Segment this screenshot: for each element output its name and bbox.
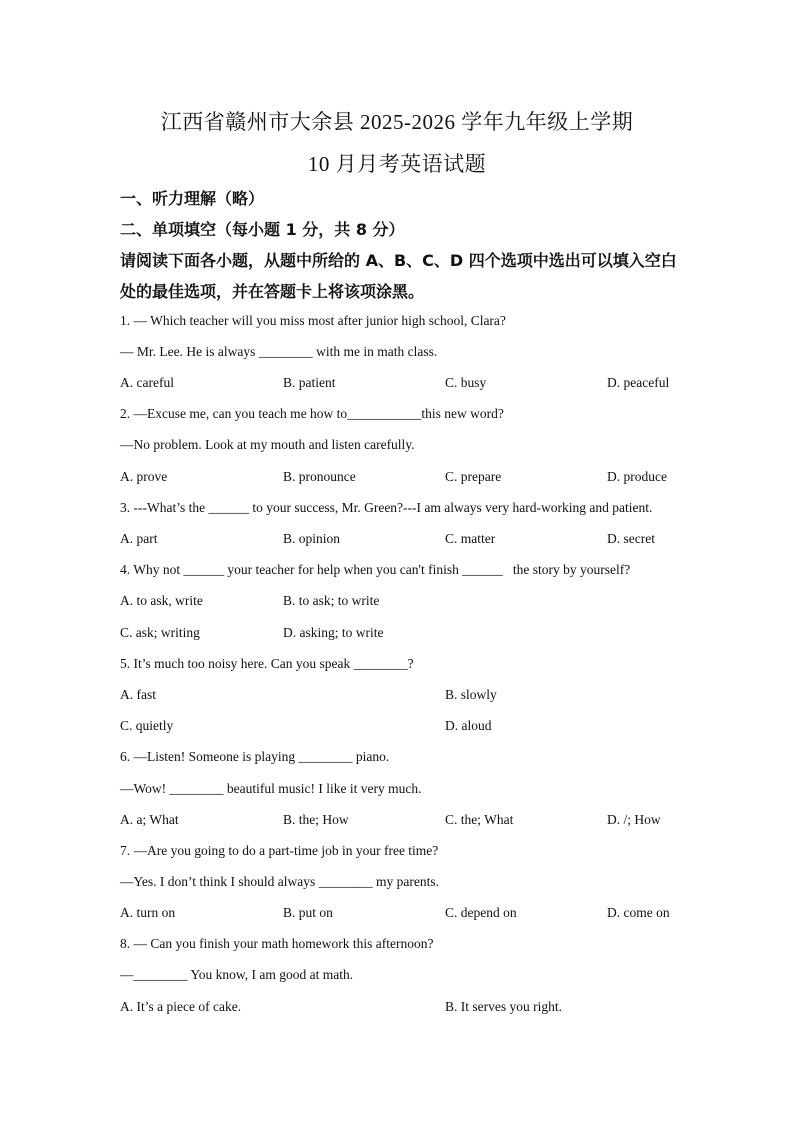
question-7-option-d: D. come on bbox=[607, 905, 670, 920]
section-single-choice-heading: 二、单项填空（每小题 1 分，共 8 分） bbox=[120, 220, 405, 239]
question-2-option-b: B. pronounce bbox=[283, 469, 356, 484]
question-2-option-c: C. prepare bbox=[445, 469, 502, 484]
question-6-option-d: D. /; How bbox=[607, 812, 661, 827]
question-1-reply: — Mr. Lee. He is always ________ with me in math class. bbox=[120, 344, 438, 359]
question-2-option-d: D. produce bbox=[607, 469, 667, 484]
question-3-stem: 3. ---What’s the ______ to your success, Mr. Green?---I am always very hard-working and patient. bbox=[120, 500, 653, 515]
question-2-stem: 2. —Excuse me, can you teach me how to___________this new word? bbox=[120, 406, 504, 421]
question-7-option-a: A. turn on bbox=[120, 905, 176, 920]
question-8-stem: 8. — Can you finish your math homework this afternoon? bbox=[120, 936, 434, 951]
question-3-option-a: A. part bbox=[120, 531, 158, 546]
question-3-option-d: D. secret bbox=[607, 531, 655, 546]
question-5-option-a: A. fast bbox=[120, 687, 156, 702]
question-4-option-a: A. to ask, write bbox=[120, 593, 203, 608]
question-5-option-d: D. aloud bbox=[445, 718, 492, 733]
instruction-line1: 请阅读下面各小题，从题中所给的 A、B、C、D 四个选项中选出可以填入空白 bbox=[120, 251, 677, 270]
question-1-option-d: D. peaceful bbox=[607, 375, 670, 390]
question-1-option-c: C. busy bbox=[445, 375, 487, 390]
question-6-option-c: C. the; What bbox=[445, 812, 514, 827]
question-5-option-c: C. quietly bbox=[120, 718, 174, 733]
exam-title-line2: 10 月月考英语试题 bbox=[307, 152, 487, 176]
question-7-option-c: C. depend on bbox=[445, 905, 517, 920]
question-4-option-c: C. ask; writing bbox=[120, 625, 200, 640]
exam-title-line1: 江西省赣州市大余县 2025-2026 学年九年级上学期 bbox=[160, 110, 634, 134]
question-4-stem: 4. Why not ______ your teacher for help when you can't finish ______ the story by yourself? bbox=[120, 562, 631, 577]
question-6-option-b: B. the; How bbox=[283, 812, 349, 827]
question-2-option-a: A. prove bbox=[120, 469, 168, 484]
section-listening-heading: 一、听力理解（略） bbox=[120, 189, 265, 208]
question-6-stem: 6. —Listen! Someone is playing ________ piano. bbox=[120, 749, 390, 764]
question-6-option-a: A. a; What bbox=[120, 812, 179, 827]
question-1-option-a: A. careful bbox=[120, 375, 174, 390]
question-1-option-b: B. patient bbox=[283, 375, 336, 390]
question-7-stem: 7. —Are you going to do a part-time job in your free time? bbox=[120, 843, 439, 858]
question-8-option-b: B. It serves you right. bbox=[445, 999, 562, 1014]
question-8-option-a: A. It’s a piece of cake. bbox=[120, 999, 242, 1014]
question-7-reply: —Yes. I don’t think I should always ________ my parents. bbox=[120, 874, 439, 889]
question-2-reply: —No problem. Look at my mouth and listen carefully. bbox=[120, 437, 415, 452]
instruction-line2: 处的最佳选项，并在答题卡上将该项涂黑。 bbox=[120, 282, 425, 301]
question-5-option-b: B. slowly bbox=[445, 687, 497, 702]
question-8-reply: —________ You know, I am good at math. bbox=[120, 967, 354, 982]
question-3-option-c: C. matter bbox=[445, 531, 496, 546]
question-5-stem: 5. It’s much too noisy here. Can you speak ________? bbox=[120, 656, 414, 671]
question-1-stem: 1. — Which teacher will you miss most after junior high school, Clara? bbox=[120, 313, 506, 328]
question-7-option-b: B. put on bbox=[283, 905, 333, 920]
question-4-option-d: D. asking; to write bbox=[283, 625, 384, 640]
question-3-option-b: B. opinion bbox=[283, 531, 341, 546]
question-4-option-b: B. to ask; to write bbox=[283, 593, 380, 608]
question-6-reply: —Wow! ________ beautiful music! I like it very much. bbox=[120, 781, 422, 796]
